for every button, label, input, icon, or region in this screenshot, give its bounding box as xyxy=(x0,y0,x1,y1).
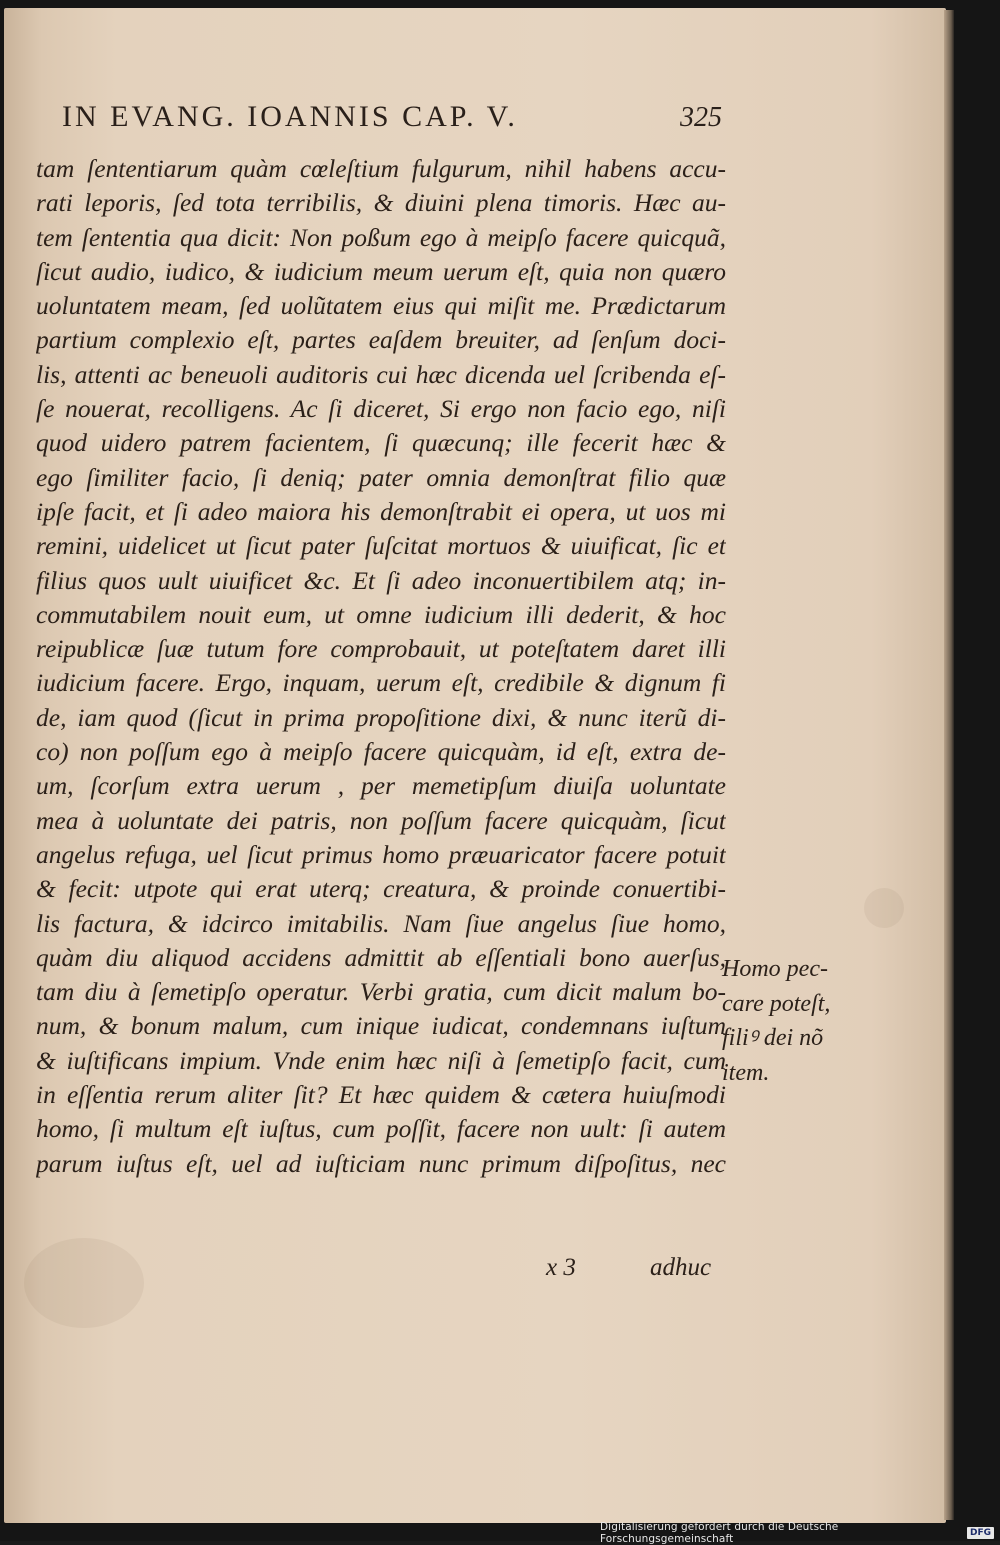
text-line: ipſe facit, et ſi adeo maiora his demonſtrabit ei opera, ut uos mi xyxy=(36,496,726,526)
margin-note-line: item. xyxy=(722,1059,770,1086)
text-line: partium complexio eſt, partes eaſdem breuiter, ad ſenſum doci- xyxy=(36,325,726,355)
text-line: quod uidero patrem facientem, ſi quæcunq; ille fecerit hæc & xyxy=(36,428,726,458)
margin-note xyxy=(722,952,872,1090)
text-line: remini, uidelicet ut ſicut pater ſuſcitat mortuos & uiuificat, ſic et xyxy=(36,531,726,561)
paper-stain xyxy=(24,1238,144,1328)
text-line: & iuſtificans impium. Vnde enim hæc niſi à ſemetipſo facit, cum xyxy=(36,1045,726,1075)
text-line: mea à uoluntate dei patris, non poſſum facere quicquàm, ſicut xyxy=(36,805,726,835)
page-number: 325 xyxy=(680,102,722,133)
text-line: & fecit: utpote qui erat uterq; creatura, & proinde conuertibi- xyxy=(36,874,726,904)
text-line: ſe nouerat, recolligens. Ac ſi diceret, Si ergo non facio ego, niſi xyxy=(36,394,726,424)
text-line: reipublicæ ſuæ tutum fore comprobauit, ut poteſtatem daret illi xyxy=(36,634,726,664)
text-line: ego ſimiliter facio, ſi deniq; pater omnia demonſtrat filio quæ xyxy=(36,462,726,492)
text-line: num, & bonum malum, cum inique iudicat, condemnans iuſtum xyxy=(36,1011,726,1041)
text-line: homo, ſi multum eſt iuſtus, cum poſſit, facere non uult: ſi autem xyxy=(36,1114,726,1144)
paper-stain xyxy=(864,888,904,928)
text-line: iudicium facere. Ergo, inquam, uerum eſt, credibile & dignum fi xyxy=(36,668,726,698)
text-line: parum iuſtus eſt, uel ad iuſticiam nunc primum diſpoſitus, nec xyxy=(36,1148,726,1178)
text-line: rati leporis, ſed tota terribilis, & diuini plena timoris. Hæc au- xyxy=(36,188,726,218)
text-line: commutabilem nouit eum, ut omne iudicium illi dederit, & hoc xyxy=(36,599,726,629)
text-line: tam diu à ſemetipſo operatur. Verbi gratia, cum dicit malum bo- xyxy=(36,977,726,1007)
text-line: ſicut audio, iudico, & iudicium meum uerum eſt, quia non quæro xyxy=(36,256,726,286)
catchword: adhuc xyxy=(650,1254,712,1281)
page-edge-shadow xyxy=(944,10,954,1520)
text-line: angelus refuga, uel ſicut primus homo præuaricator facere potuit xyxy=(36,839,726,869)
text-line: lis, attenti ac beneuoli auditoris cui hæc dicenda uel ſcribenda eſ- xyxy=(36,359,726,389)
text-line: tem ſententia qua dicit: Non poßum ego à meipſo facere quicquã, xyxy=(36,222,726,252)
text-line: um, ſcorſum extra uerum , per memetipſum diuiſa uoluntate xyxy=(36,771,726,801)
credit-text: Digitalisierung gefördert durch die Deutsche Forschungsgemeinschaft xyxy=(600,1520,839,1545)
text-line: lis factura, & idcirco imitabilis. Nam ſiue angelus ſiue homo, xyxy=(36,908,726,938)
text-line: quàm diu aliquod accidens admittit ab eſſentiali bono auerſus, xyxy=(36,942,726,972)
text-line: uoluntatem meam, ſed uolũtatem eius qui miſit me. Prædictarum xyxy=(36,291,726,321)
margin-note-line: care poteſt, xyxy=(722,990,831,1017)
signature-mark: x 3 xyxy=(546,1254,576,1281)
dfg-logo-icon: DFG xyxy=(967,1527,994,1539)
text-line: co) non poſſum ego à meipſo facere quicquàm, id eſt, extra de- xyxy=(36,737,726,767)
text-line: filius quos uult uiuificet &c. Et ſi adeo inconuertibilem atq; in- xyxy=(36,565,726,595)
text-line: in eſſentia rerum aliter ſit? Et hæc quidem & cætera huiuſmodi xyxy=(36,1080,726,1110)
text-line: de, iam quod (ſicut in prima propoſitione dixi, & nunc iterũ di- xyxy=(36,702,726,732)
body-text xyxy=(36,152,726,1181)
running-head xyxy=(62,100,722,140)
text-line: tam ſententiarum quàm cœleſtium fulgurum, nihil habens accu- xyxy=(36,154,726,183)
margin-note-line: Homo pec- xyxy=(722,956,828,982)
digitization-credit-bar xyxy=(600,1520,1000,1545)
margin-note-line: filiꝰ dei nõ xyxy=(722,1025,824,1051)
running-head-title: IN EVANG. IOANNIS CAP. V. xyxy=(62,100,518,133)
